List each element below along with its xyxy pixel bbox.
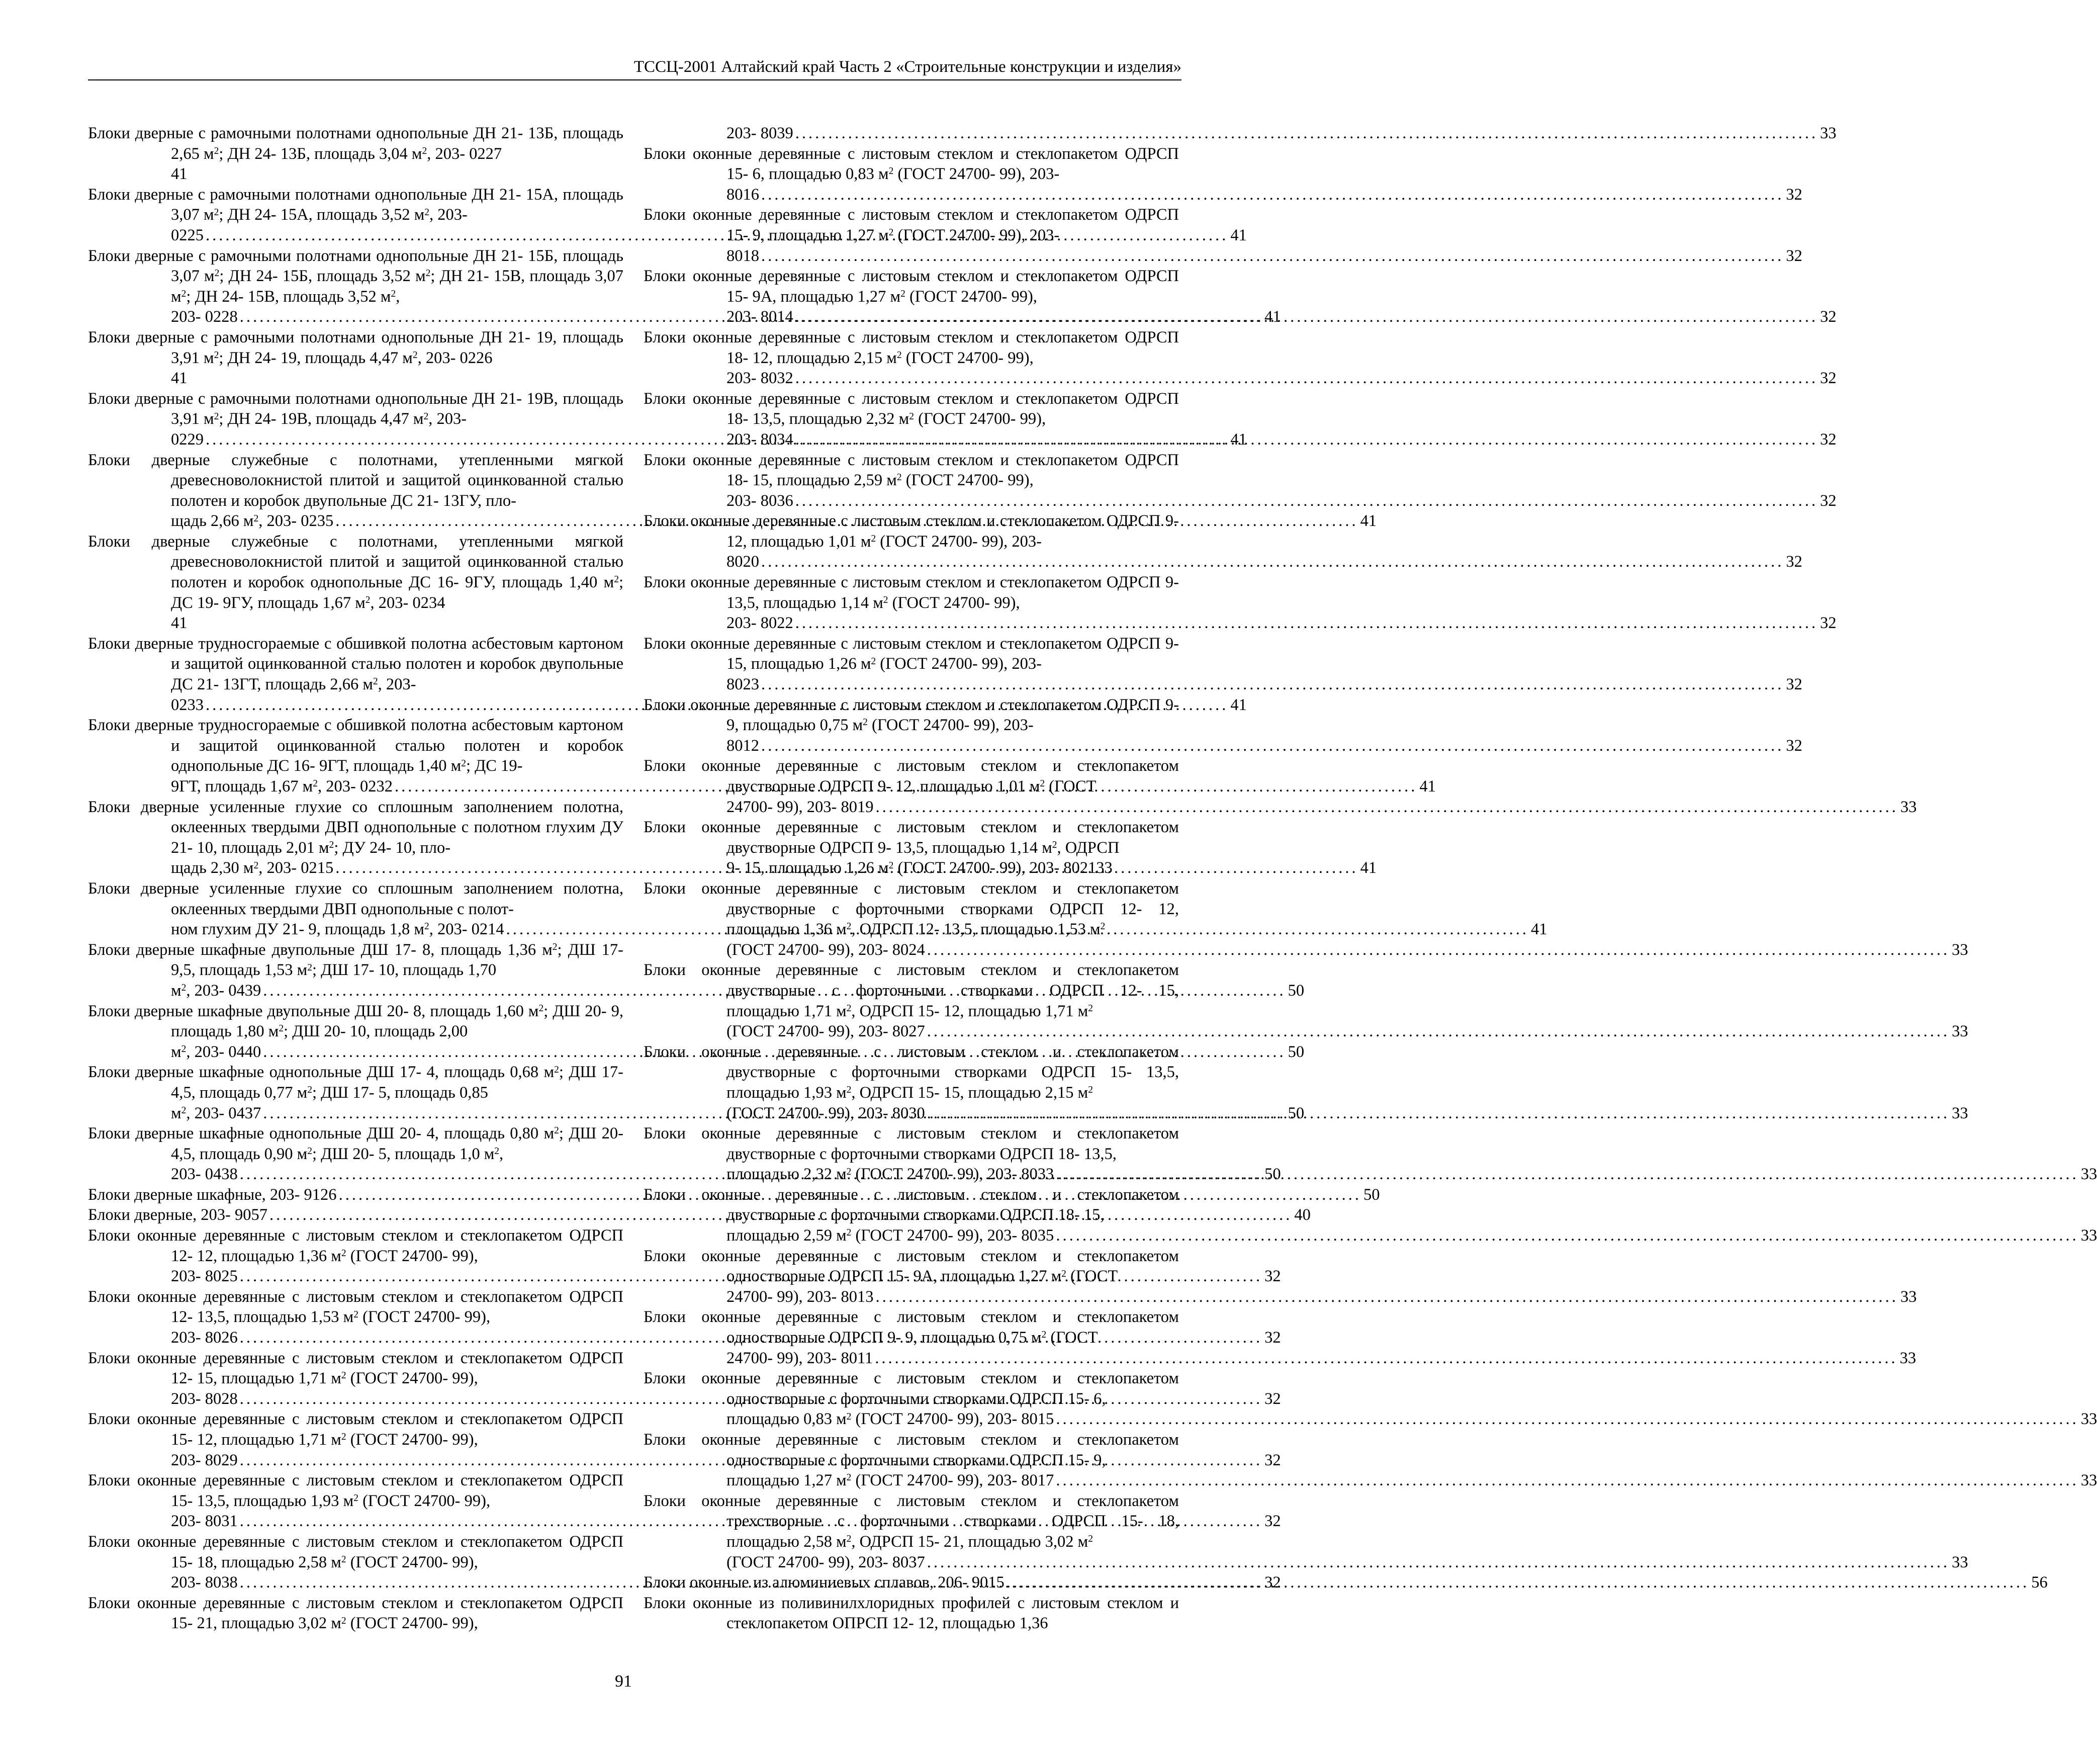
entry-page-ref: 50: [1264, 1165, 1281, 1184]
entry-page-ref: 32: [1264, 1267, 1281, 1286]
entry-page-ref: 32: [1264, 1389, 1281, 1408]
entry-page-ref: 32: [1264, 1451, 1281, 1469]
entry-text: Блоки оконные деревянные с листовым стеклом и стеклопакетом одностворные ОДРСП 15- 9А, площадью 1,27 $м^2$ (ГОСТ: [644, 1247, 1179, 1286]
entry-tail: щадь 2,30 $м^2$, 203- 0215: [171, 859, 334, 877]
entry-page-ref: 32: [1786, 246, 1802, 265]
entry-text: Блоки оконные деревянные с листовым стеклом и стеклопакетом двустворные ОДРСП 9- 12, площадью 1,01 $м^2$ (ГОСТ: [644, 757, 1179, 796]
dot-leader: [795, 307, 1818, 327]
entry-text: Блоки оконные деревянные с листовым стеклом и стеклопакетом ОДРСП 9- 12, площадью 1,01 $м^2$ (ГОСТ 24700- 99), 203-: [644, 512, 1179, 551]
dot-leader: [1056, 1409, 2078, 1430]
index-entry: [644, 572, 1837, 634]
entry-text: Блоки дверные с рамочными полотнами однопольные ДН 21- 19В, площадь 3,91 $м^2$; ДН 24- 19В, площадь 4,47 $м^2$, 203-: [88, 389, 623, 428]
entry-text: Блоки дверные служебные с полотнами, утепленными мягкой древесноволокнистой плитой и защитой оцинкованной сталью полотен и коробок однопольные ДС 16- 9ГУ, площадь 1,40 $м^2$; ДС 19- 9ГУ, площадь 1,67 $м^2$, 203- 0234: [88, 532, 623, 612]
entry-page-ref: 33: [2080, 1410, 2097, 1429]
entry-page-ref: 41: [1230, 695, 1247, 714]
entry-page-ref: 33: [1899, 1349, 1917, 1367]
entry-text: Блоки дверные трудносгораемые с обшивкой полотна асбестовым картоном и защитой оцинкованной сталью полотен и коробок двупольные ДС 21- 13ГТ, площадь 2,66 $м^2$, 203-: [88, 634, 623, 694]
entry-tail: 8012: [726, 736, 759, 755]
entry-tail: площадью 2,32 $м^2$ (ГОСТ 24700- 99), 203- 8033: [726, 1165, 1054, 1184]
entry-page-ref: 33: [2080, 1165, 2097, 1184]
entry-text: Блоки оконные деревянные с листовым стеклом и стеклопакетом ОДРСП 15- 12, площадью 1,71 $м^2$ (ГОСТ 24700- 99),: [88, 1410, 623, 1449]
dot-leader: [875, 1348, 1897, 1369]
dot-leader: [761, 552, 1784, 572]
index-entry: [644, 634, 1802, 695]
entry-tail: ном глухим ДУ 21- 9, площадь 1,8 $м^2$, 203- 0214: [171, 920, 504, 939]
dot-leader: [795, 429, 1818, 450]
entry-tail: 203- 8029: [171, 1451, 238, 1469]
entry-page-ref: 32: [1264, 1512, 1281, 1531]
entry-page-ref: 33: [2080, 1471, 2097, 1490]
dot-leader: [761, 736, 1784, 756]
index-entry: [644, 123, 1837, 144]
entry-page-ref: 32: [1786, 736, 1802, 755]
page-number: 91: [615, 1672, 632, 1691]
entry-text: Блоки оконные из поливинилхлоридных профилей с листовым стеклом и стеклопакетом ОПРСП 12- 12, площадью 1,36: [644, 1594, 1179, 1633]
dot-leader: [761, 674, 1784, 695]
entry-tail: 8020: [726, 553, 759, 571]
entry-page-ref: 33: [2080, 1226, 2097, 1245]
entry-text: Блоки дверные с рамочными полотнами однопольные ДН 21- 19, площадь 3,91 $м^2$; ДН 24- 19, площадь 4,47 $м^2$, 203- 0226: [88, 328, 623, 367]
entry-page-ref: 33: [1952, 1553, 1968, 1571]
dot-leader: [927, 1103, 1950, 1124]
entry-page-ref: 33: [1952, 940, 1968, 959]
entry-tail: 203- 8014: [726, 308, 793, 326]
entry-tail: 203- 8022: [726, 614, 793, 633]
entry-text: Блоки оконные деревянные с листовым стеклом и стеклопакетом ОДРСП 15- 21, площадью 3,02 $м^2$ (ГОСТ 24700- 99),: [88, 1594, 623, 1633]
index-entry: [88, 327, 623, 389]
entry-tail: площадью 1,27 $м^2$ (ГОСТ 24700- 99), 203- 8017: [726, 1471, 1054, 1490]
dot-leader: [1056, 1470, 2078, 1491]
entry-tail: 9ГТ, площадь 1,67 $м^2$, 203- 0232: [171, 777, 393, 796]
entry-tail: щадь 2,66 $м^2$, 203- 0235: [171, 512, 334, 531]
entry-tail: (ГОСТ 24700- 99), 203- 8030: [726, 1104, 925, 1122]
entry-tail: $м^2$, 203- 0439: [171, 981, 261, 1000]
entry-page-ref: 32: [1820, 308, 1837, 326]
entry-page-ref: 32: [1820, 430, 1837, 449]
entry-tail: 8018: [726, 246, 759, 265]
entry-page-ref: 33: [1952, 1022, 1968, 1041]
dot-leader: [795, 613, 1818, 634]
entry-tail: 203- 8026: [171, 1329, 238, 1347]
index-entry: [88, 1205, 1311, 1225]
entry-text: Блоки оконные деревянные с листовым стеклом и стеклопакетом ОДРСП 12- 13,5, площадью 1,53 $м^2$ (ГОСТ 24700- 99),: [88, 1287, 623, 1327]
entry-page-ref: 33: [1820, 124, 1837, 142]
index-entry: [644, 1593, 1179, 1634]
entry-text: Блоки оконные деревянные с листовым стеклом и стеклопакетом ОДРСП 18- 13,5, площадью 2,32 $м^2$ (ГОСТ 24700- 99),: [644, 389, 1179, 428]
entry-page-ref: 32: [1264, 1573, 1281, 1592]
entry-text: Блоки оконные деревянные с листовым стеклом и стеклопакетом ОДРСП 15- 6, площадью 0,83 $м^2$ (ГОСТ 24700- 99), 203-: [644, 144, 1179, 184]
entry-page-ref: 50: [1288, 981, 1305, 1000]
dot-leader: [1056, 1225, 2078, 1246]
entry-tail: площадью 0,83 $м^2$ (ГОСТ 24700- 99), 203- 8015: [726, 1410, 1054, 1429]
entry-page-ref: 32: [1264, 1329, 1281, 1347]
entry-tail: 0229: [171, 430, 204, 449]
entry-tail: 203- 0438: [171, 1165, 238, 1184]
dot-leader: [927, 1021, 1950, 1042]
entry-text: Блоки оконные деревянные с листовым стеклом и стеклопакетом одностворные с форточными створками ОДРСП 15- 9,: [644, 1431, 1179, 1469]
entry-tail: 24700- 99), 203- 8011: [726, 1349, 873, 1367]
entry-tail: 9- 15, площадью 1,26 $м^2$ (ГОСТ 24700- 99), 203- 8021: [726, 859, 1097, 877]
entry-tail: 203- 8039: [726, 124, 793, 142]
entry-tail: $м^2$, 203- 0437: [171, 1104, 261, 1122]
entry-tail: 203- 8036: [726, 491, 793, 510]
entry-page-ref: 32: [1786, 185, 1802, 204]
entry-text: Блоки оконные деревянные с листовым стеклом и стеклопакетом ОДРСП 15- 9А, площадью 1,27 $м^2$ (ГОСТ 24700- 99),: [644, 267, 1179, 306]
dot-leader: [761, 246, 1784, 267]
entry-text: Блоки дверные с рамочными полотнами однопольные ДН 21- 15А, площадь 3,07 $м^2$; ДН 24- 15А, площадь 3,52 $м^2$, 203-: [88, 185, 623, 224]
entry-page-ref: 33: [1900, 798, 1917, 816]
entry-text: Блоки оконные деревянные с листовым стеклом и стеклопакетом ОДРСП 15- 9, площадью 1,27 $м^2$ (ГОСТ 24700- 99), 203-: [644, 206, 1179, 244]
entry-page-ref: 50: [1288, 1042, 1305, 1061]
entry-page-ref: 41: [1419, 777, 1436, 796]
index-entry: [644, 450, 1837, 511]
entry-tail: (ГОСТ 24700- 99), 203- 8024: [726, 940, 925, 959]
entry-tail: 203- 8038: [171, 1573, 238, 1592]
index-entry: [644, 144, 1802, 205]
entry-page-ref: 33: [1952, 1104, 1968, 1122]
entry-page-ref: 50: [1363, 1185, 1380, 1204]
entry-page-ref: 41: [1360, 512, 1377, 531]
entry-page-ref: 41: [1230, 226, 1247, 244]
dot-leader: [875, 1287, 1898, 1307]
entry-text: Блоки оконные деревянные с листовым стеклом и стеклопакетом ОДРСП 18- 15, площадью 2,59 $м^2$ (ГОСТ 24700- 99),: [644, 451, 1179, 490]
entry-text: Блоки оконные деревянные с листовым стеклом и стеклопакетом двустворные ОДРСП 9- 13,5, площадью 1,14 $м^2$, ОДРСП: [644, 818, 1179, 857]
entry-tail: 203- 8034: [726, 430, 793, 449]
dot-leader: [875, 797, 1898, 818]
entry-text: Блоки оконные деревянные с листовым стеклом и стеклопакетом двустворные с форточными створками ОДРСП 12- 12, площадью 1,36 $м^2$, ОДРСП 12- 13,5, площадью 1,53 $м^2$: [644, 879, 1179, 939]
entry-text: Блоки дверные трудносгораемые с обшивкой полотна асбестовым картоном и защитой оцинкованной сталью полотен и коробок однопольные ДС 16- 9ГТ, площадь 1,40 $м^2$; ДС 19-: [88, 716, 623, 775]
entry-text: Блоки оконные деревянные с листовым стеклом и стеклопакетом ОДРСП 9- 13,5, площадью 1,14 $м^2$ (ГОСТ 24700- 99),: [644, 573, 1179, 612]
entry-page-ref: 32: [1786, 675, 1802, 694]
dot-leader: [1056, 1164, 2078, 1185]
entry-tail: Блоки дверные, 203- 9057: [88, 1206, 267, 1224]
entry-text: Блоки оконные деревянные с листовым стеклом и стеклопакетом ОДРСП 9- 9, площадью 0,75 $м^2$ (ГОСТ 24700- 99), 203-: [644, 695, 1179, 735]
entry-tail: 8016: [726, 185, 759, 204]
entry-text: Блоки дверные шкафные однопольные ДШ 20- 4, площадь 0,80 $м^2$; ДШ 20- 4,5, площадь 0,90 $м^2$; ДШ 20- 5, площадь 1,0 $м^2$,: [88, 1124, 623, 1163]
entry-text: Блоки оконные деревянные с листовым стеклом и стеклопакетом одностворные ОДРСП 9- 9, площадью 0,75 $м^2$ (ГОСТ: [644, 1308, 1179, 1347]
entry-page-ref: 33: [1096, 859, 1113, 877]
entry-text: Блоки оконные деревянные с листовым стеклом и стеклопакетом двустворные с форточными створками ОДРСП 12- 15, площадью 1,71 $м^2$, ОДРСП 15- 12, площадью 1,71 $м^2$: [644, 961, 1179, 1020]
entry-text: Блоки дверные шкафные двупольные ДШ 17- 8, площадь 1,36 $м^2$; ДШ 17- 9,5, площадь 1,53 $м^2$; ДШ 17- 10, площадь 1,70: [88, 940, 623, 980]
dot-leader: [761, 185, 1784, 205]
entry-tail: 203- 8025: [171, 1267, 238, 1286]
index-entry: [88, 532, 623, 634]
dot-leader: [795, 491, 1818, 511]
entry-page-ref: 41: [1230, 430, 1247, 449]
entry-page-ref: 40: [1294, 1206, 1311, 1224]
entry-tail: 0233: [171, 695, 204, 714]
entry-tail: $м^2$, 203- 0440: [171, 1042, 261, 1061]
entry-page-ref: 32: [1820, 369, 1837, 388]
entry-tail: 203- 8028: [171, 1389, 238, 1408]
entry-page-ref: 33: [1900, 1287, 1917, 1306]
entry-tail: площадью 2,59 $м^2$ (ГОСТ 24700- 99), 203- 8035: [726, 1226, 1054, 1245]
entry-text: Блоки дверные шкафные однопольные ДШ 17- 4, площадь 0,68 $м^2$; ДШ 17- 4,5, площадь 0,77 $м^2$; ДШ 17- 5, площадь 0,85: [88, 1063, 623, 1102]
entry-page-ref: 32: [1820, 491, 1837, 510]
entry-text: Блоки дверные усиленные глухие со сплошным заполнением полотна, оклеенных твердыми ДВП однопольные с полотном глухим ДУ 21- 10, площадь 2,01 $м^2$; ДУ 24- 10, пло-: [88, 798, 623, 857]
entry-text: Блоки оконные деревянные с листовым стеклом и стеклопакетом двустворные с форточными створками ОДРСП 18- 13,5,: [644, 1124, 1179, 1163]
entry-tail: (ГОСТ 24700- 99), 203- 8037: [726, 1553, 925, 1571]
running-header: ТССЦ-2001 Алтайский край Часть 2 «Строительные конструкции и изделия»: [88, 56, 1181, 80]
entry-tail: Блоки оконные из алюминиевых сплавов, 206- 9015: [644, 1573, 1005, 1592]
entry-page-ref: 41: [1264, 308, 1281, 326]
entry-tail: 203- 0228: [171, 308, 238, 326]
entry-text: Блоки дверные усиленные глухие со сплошным заполнением полотна, оклеенных твердыми ДВП однопольные с полот-: [88, 879, 623, 918]
entry-tail: Блоки дверные шкафные, 203- 9126: [88, 1185, 337, 1204]
entry-page-ref: 32: [1820, 614, 1837, 633]
entry-page-ref: 56: [2031, 1573, 2048, 1592]
index-entry: [88, 123, 623, 185]
entry-text: Блоки дверные шкафные двупольные ДШ 20- 8, площадь 1,60 $м^2$; ДШ 20- 9, площадь 1,80 $м^2$; ДШ 20- 10, площадь 2,00: [88, 1002, 623, 1041]
dot-leader: [1007, 1572, 2029, 1593]
entry-page-ref: 41: [171, 369, 188, 388]
index-entry: [644, 327, 1837, 389]
index-entry: [88, 1593, 623, 1634]
entry-tail: 24700- 99), 203- 8013: [726, 1287, 874, 1306]
entry-text: Блоки дверные служебные с полотнами, утепленными мягкой древесноволокнистой плитой и защитой оцинкованной сталью полотен и коробок двупольные ДС 21- 13ГУ, пло-: [88, 451, 623, 510]
entry-text: Блоки оконные деревянные с листовым стеклом и стеклопакетом ОДРСП 15- 13,5, площадью 1,93 $м^2$ (ГОСТ 24700- 99),: [88, 1471, 623, 1510]
entry-page-ref: 32: [1786, 553, 1802, 571]
entry-page-ref: 41: [171, 614, 188, 633]
entry-text: Блоки оконные деревянные с листовым стеклом и стеклопакетом трехстворные с форточными створками ОДРСП 15- 18, площадью 2,58 $м^2$, ОДРСП 15- 21, площадью 3,02 $м^2$: [644, 1491, 1179, 1551]
entry-tail: 0225: [171, 226, 204, 244]
dot-leader: [927, 940, 1950, 960]
entry-text: Блоки оконные деревянные с листовым стеклом и стеклопакетом двустворные с форточными створками ОДРСП 18- 15,: [644, 1185, 1179, 1224]
entry-text: Блоки оконные деревянные с листовым стеклом и стеклопакетом ОДРСП 15- 18, площадью 2,58 $м^2$ (ГОСТ 24700- 99),: [88, 1532, 623, 1571]
entry-tail: 8023: [726, 675, 759, 694]
dot-leader: [927, 1552, 1950, 1573]
entry-text: Блоки оконные деревянные с листовым стеклом и стеклопакетом одностворные с форточными створками ОДРСП 15- 6,: [644, 1369, 1179, 1408]
entry-text: Блоки оконные деревянные с листовым стеклом и стеклопакетом ОДРСП 12- 15, площадью 1,71 $м^2$ (ГОСТ 24700- 99),: [88, 1349, 623, 1388]
entry-page-ref: 41: [171, 165, 188, 184]
entry-text: Блоки оконные деревянные с листовым стеклом и стеклопакетом двустворные с форточными створками ОДРСП 15- 13,5, площадью 1,93 $м^2$, ОДРСП 15- 15, площадью 2,15 $м^2$: [644, 1042, 1179, 1102]
index-entry: [644, 817, 1179, 878]
entry-tail: 203- 8031: [171, 1512, 238, 1531]
dot-leader: [795, 123, 1818, 144]
entry-text: Блоки дверные с рамочными полотнами однопольные ДН 21- 15Б, площадь 3,07 $м^2$; ДН 24- 15Б, площадь 3,52 $м^2$; ДН 21- 15В, площадь 3,07 $м^2$; ДН 24- 15В, площадь 3,52 $м^2$,: [88, 246, 623, 306]
entry-page-ref: 50: [1288, 1104, 1305, 1122]
entry-text: Блоки дверные с рамочными полотнами однопольные ДН 21- 13Б, площадь 2,65 $м^2$; ДН 24- 13Б, площадь 3,04 $м^2$, 203- 0227: [88, 124, 623, 163]
entry-text: Блоки оконные деревянные с листовым стеклом и стеклопакетом ОДРСП 9- 15, площадью 1,26 $м^2$ (ГОСТ 24700- 99), 203-: [644, 634, 1179, 673]
entry-text: Блоки оконные деревянные с листовым стеклом и стеклопакетом ОДРСП 18- 12, площадью 2,15 $м^2$ (ГОСТ 24700- 99),: [644, 328, 1179, 367]
entry-tail: 203- 8032: [726, 369, 793, 388]
entry-page-ref: 41: [1360, 859, 1377, 877]
entry-tail: (ГОСТ 24700- 99), 203- 8027: [726, 1022, 925, 1041]
dot-leader: [795, 368, 1818, 389]
entry-tail: 24700- 99), 203- 8019: [726, 798, 874, 816]
entry-text: Блоки оконные деревянные с листовым стеклом и стеклопакетом ОДРСП 12- 12, площадью 1,36 $м^2$ (ГОСТ 24700- 99),: [88, 1226, 623, 1265]
entry-page-ref: 41: [1531, 920, 1547, 939]
